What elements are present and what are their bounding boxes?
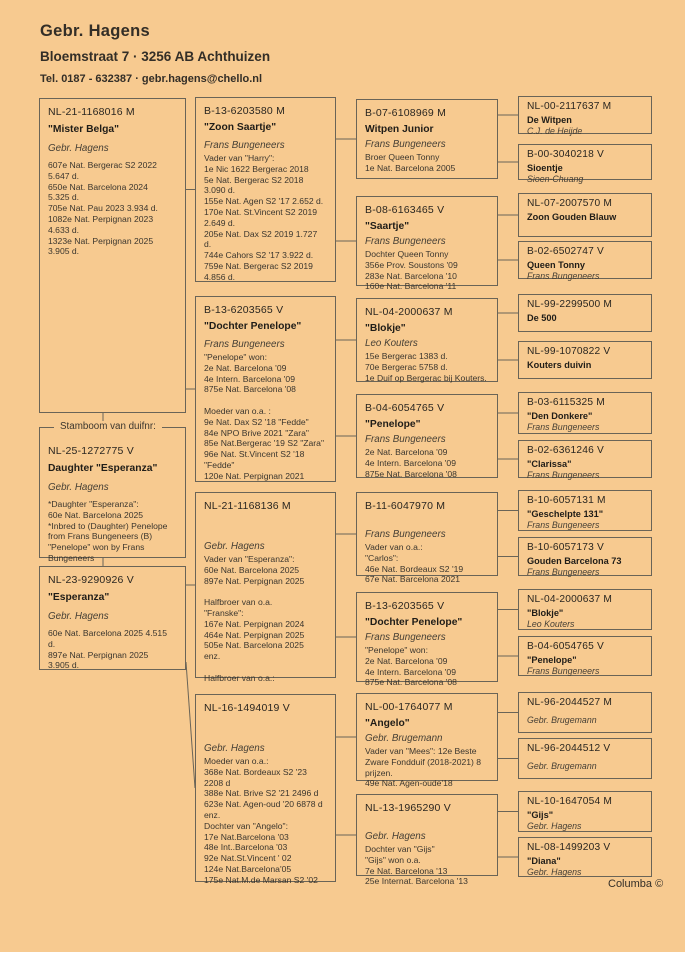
result-line: 17e Nat.Barcelona '03 xyxy=(204,831,289,842)
result-line: from Frans Bungeneers (B) xyxy=(48,531,153,542)
result-line: Halfbroer van o.a. xyxy=(204,597,273,608)
fancier-name: Gebr. Hagens xyxy=(48,611,109,622)
fancier-name: Gebr. Brugemann xyxy=(365,733,443,744)
result-line: Broer Queen Tonny xyxy=(365,152,440,162)
fancier-name: Gebr. Hagens xyxy=(527,867,582,877)
pigeon-name: "Penelope" xyxy=(365,419,421,430)
result-line: 4.856 d. xyxy=(204,271,236,282)
result-line: 25e Internat. Barcelona '13 xyxy=(365,876,468,887)
pedigree-box-mgf xyxy=(195,492,336,683)
result-line: Zware Fondduif (2018-2021) 8 xyxy=(365,756,482,767)
ring-number: B-08-6163465 V xyxy=(365,204,445,216)
result-line: "Penelope" won by Frans xyxy=(48,542,145,553)
pigeon-name: "Angelo" xyxy=(365,718,410,729)
ring-number: NL-10-1647054 M xyxy=(527,796,613,807)
result-line: enz. xyxy=(204,809,221,820)
result-line: Bungeneers xyxy=(48,552,95,563)
result-line: 875e Nat. Barcelona '08 xyxy=(365,468,457,479)
ring-number: NL-16-1494019 V xyxy=(204,702,290,714)
result-line: 96e Nat. St.Vincent S2 '18 xyxy=(204,449,305,460)
result-line: prijzen. xyxy=(365,767,393,778)
ring-number: B-00-3040218 V xyxy=(527,149,604,160)
pedigree-box-ggf1 xyxy=(356,99,498,179)
result-line: 283e Nat. Barcelona '10 xyxy=(365,270,457,281)
pedigree-box-g5 xyxy=(518,294,652,332)
pigeon-name: Daughter "Esperanza" xyxy=(48,463,158,474)
pigeon-name: Zoon Gouden Blauw xyxy=(527,212,617,222)
result-line: "Penelope" won: xyxy=(204,352,267,362)
result-line: "Penelope" won: xyxy=(365,645,428,655)
ring-number: NL-04-2000637 M xyxy=(365,306,453,318)
ring-number: NL-99-2299500 M xyxy=(527,299,613,310)
pigeon-name: "Blokje" xyxy=(527,608,564,618)
result-line: "Carlos": xyxy=(365,552,399,563)
result-line: 120e Nat. Perpignan 2021 xyxy=(204,470,305,481)
pigeon-name: "Blokje" xyxy=(365,323,406,334)
fancier-name: Sioen-Chuang xyxy=(527,174,584,184)
result-line: *Daughter "Esperanza": xyxy=(48,499,139,509)
result-line: 67e Nat. Barcelona 2021 xyxy=(365,574,461,585)
result-line: 1e Nat. Barcelona 2005 xyxy=(365,162,456,173)
pedigree-box-pgm xyxy=(195,296,336,482)
pedigree-box-ggf3 xyxy=(356,492,498,585)
result-line: 2208 d xyxy=(204,777,231,788)
ring-number: B-07-6108969 M xyxy=(365,107,447,119)
result-line: 388e Nat. Brive S2 '21 2496 d xyxy=(204,788,319,799)
pigeon-name: De 500 xyxy=(527,313,557,323)
result-line: 70e Bergerac 5758 d. xyxy=(365,361,448,372)
result-line: Vader van o.a.: xyxy=(365,542,423,552)
result-line: Vader van "Harry": xyxy=(204,153,275,163)
result-line: 2e Nat. Barcelona '09 xyxy=(204,362,287,373)
fancier-name: Frans Bungeneers xyxy=(365,632,446,643)
pedigree-box-ggm3 xyxy=(356,592,498,688)
result-line: 464e Nat. Perpignan 2025 xyxy=(204,629,305,640)
result-line: Moeder van o.a. : xyxy=(204,405,271,416)
name-spacer xyxy=(365,819,491,831)
ring-number: NL-08-1499203 V xyxy=(527,842,611,853)
result-line: 2e Nat. Barcelona '09 xyxy=(365,655,448,666)
pigeon-name: "Zoon Saartje" xyxy=(204,122,277,133)
loft-name: Gebr. Hagens xyxy=(40,22,150,40)
fancier-name: Frans Bungeneers xyxy=(527,271,600,281)
pedigree-box-g2 xyxy=(518,144,652,184)
result-line: 160e Nat. Barcelona '11 xyxy=(365,281,457,292)
ring-number: NL-21-1168136 M xyxy=(204,500,291,512)
result-line: 49e Nat. Agen-oude'18 xyxy=(365,778,453,789)
fancier-name: Frans Bungeneers xyxy=(527,567,600,577)
result-line: 897e Nat. Perpignan 2025 xyxy=(204,575,305,586)
result-line: 170e Nat. St.Vincent S2 2019 xyxy=(204,206,318,217)
result-line xyxy=(204,662,329,673)
result-line: 167e Nat. Perpignan 2024 xyxy=(204,618,305,629)
result-line: 705e Nat. Pau 2023 3.934 d. xyxy=(48,203,158,214)
result-line: 2.649 d. xyxy=(204,217,236,228)
pigeon-name: "Geschelpte 131" xyxy=(527,509,604,519)
result-line: 759e Nat. Bergerac S2 2019 xyxy=(204,260,313,271)
fancier-name: Frans Bungeneers xyxy=(527,666,600,676)
result-line: 5.325 d. xyxy=(48,192,80,203)
pigeon-name: Kouters duivin xyxy=(527,360,592,370)
fancier-name: Frans Bungeneers xyxy=(527,520,600,530)
pedigree-box-g12 xyxy=(518,636,652,676)
fancier-name: C.J. de Heijde xyxy=(527,126,583,136)
result-line: 3.905 d. xyxy=(48,660,80,671)
pedigree-box-g16 xyxy=(518,837,652,877)
result-line: 155e Nat. Agen S2 '17 2.652 d. xyxy=(204,196,324,207)
result-line: 85e Nat.Bergerac '19 S2 "Zara" xyxy=(204,438,325,449)
ring-number: NL-04-2000637 M xyxy=(527,594,613,605)
result-line: 84e NPO Brive 2021 "Zara" xyxy=(204,427,309,438)
ring-number: NL-00-1764077 M xyxy=(365,701,453,713)
result-line: 175e Nat.M.de Marsan S2 '02 xyxy=(204,874,318,885)
fancier-name: Frans Bungeneers xyxy=(365,139,446,150)
ring-number: B-13-6203565 V xyxy=(365,600,445,612)
pigeon-name: Gouden Barcelona 73 xyxy=(527,556,622,566)
result-line: 124e Nat.Barcelona'05 xyxy=(204,863,292,874)
result-line: 1e Nic 1622 Bergerac 2018 xyxy=(204,163,309,174)
result-line: 4e Intern. Barcelona '09 xyxy=(365,457,456,468)
pedigree-box-ggm2 xyxy=(356,394,498,478)
result-line: "Fedde" xyxy=(204,459,235,470)
ring-number: NL-07-2007570 M xyxy=(527,198,613,209)
ring-number: B-10-6057173 V xyxy=(527,542,604,553)
pedigree-box-g4 xyxy=(518,241,652,279)
result-line: 60e Nat. Barcelona 2025 xyxy=(48,509,144,520)
name-spacer xyxy=(204,517,329,541)
result-line: 7e Nat. Barcelona '13 xyxy=(365,865,448,876)
pedigree-box-g14 xyxy=(518,738,652,779)
fancier-name: Frans Bungeneers xyxy=(527,470,600,480)
ring-number: NL-13-1965290 V xyxy=(365,802,451,814)
pigeon-name: "Gijs" xyxy=(527,810,554,820)
fancier-name: Leo Kouters xyxy=(365,338,418,349)
loft-contact: Tel. 0187 - 632387 · gebr.hagens@chello.nl xyxy=(40,73,263,85)
result-line: 3.905 d. xyxy=(48,246,80,257)
ring-number: B-10-6057131 M xyxy=(527,495,606,506)
result-line: 205e Nat. Dax S2 2019 1.727 xyxy=(204,228,318,239)
result-line: 607e Nat. Bergerac S2 2022 xyxy=(48,160,157,170)
result-line: 4.633 d. xyxy=(48,224,80,235)
result-line: Dochter van "Gijs" xyxy=(365,844,435,854)
pigeon-name: De Witpen xyxy=(527,115,572,125)
result-line: d. xyxy=(204,239,212,250)
fancier-name: Gebr. Hagens xyxy=(204,541,265,552)
pigeon-name: "Esperanza" xyxy=(48,592,110,603)
result-line: 60e Nat. Barcelona 2025 xyxy=(204,564,300,575)
pedigree-box-pgf xyxy=(195,97,336,282)
result-line: 3.090 d. xyxy=(204,185,236,196)
pedigree-box-mother xyxy=(39,566,186,670)
pedigree-box-father xyxy=(39,98,186,413)
pigeon-name: "Diana" xyxy=(527,856,561,866)
ring-number: B-04-6054765 V xyxy=(365,402,445,414)
result-line xyxy=(204,395,329,406)
ring-number: NL-96-2044527 M xyxy=(527,697,613,708)
fancier-name: Gebr. Hagens xyxy=(527,821,582,831)
pigeon-name: Queen Tonny xyxy=(527,260,586,270)
pigeon-name: Sioentje xyxy=(527,163,563,173)
result-line: Vader van "Esperanza": xyxy=(204,554,295,564)
pedigree-box-g13 xyxy=(518,692,652,733)
pedigree-box-g8 xyxy=(518,440,652,478)
fancier-name: Gebr. Brugemann xyxy=(527,715,597,725)
result-line: 650e Nat. Barcelona 2024 xyxy=(48,181,148,192)
pedigree-box-g9 xyxy=(518,490,652,531)
fancier-name: Frans Bungeneers xyxy=(365,529,446,540)
columba-watermark: Columba © xyxy=(608,878,664,890)
name-spacer xyxy=(204,719,329,743)
result-line: *Inbred to (Daughter) Penelope xyxy=(48,520,168,531)
fancier-name: Gebr. Hagens xyxy=(365,831,426,842)
ring-number: NL-23-9290926 V xyxy=(48,574,134,586)
pedigree-box-g6 xyxy=(518,341,652,379)
pigeon-name: "Clarissa" xyxy=(527,459,572,469)
ring-number: NL-21-1168016 M xyxy=(48,106,135,118)
result-line: 368e Nat. Bordeaux S2 '23 xyxy=(204,766,307,777)
result-line: 897e Nat. Perpignan 2025 xyxy=(48,649,149,660)
ring-number: NL-00-2117637 M xyxy=(527,101,612,112)
result-line: 875e Nat. Barcelona '08 xyxy=(204,384,296,395)
result-line: 2e Nat. Barcelona '09 xyxy=(365,447,448,457)
ring-number: B-11-6047970 M xyxy=(365,500,446,512)
result-line: 15e Bergerac 1383 d. xyxy=(365,351,448,361)
result-line: 60e Nat. Barcelona 2025 4.515 xyxy=(48,628,167,638)
result-line: 1323e Nat. Perpignan 2025 xyxy=(48,235,154,246)
pedigree-box-g15 xyxy=(518,791,652,832)
pedigree-box-g7 xyxy=(518,392,652,434)
pedigree-box-ggf2 xyxy=(356,298,498,382)
result-line: Vader van "Mees": 12e Beste xyxy=(365,746,477,756)
scan-edge xyxy=(0,952,685,968)
pigeon-name: "Dochter Penelope" xyxy=(204,321,302,332)
ring-number: NL-25-1272775 V xyxy=(48,445,134,457)
ring-number: NL-96-2044512 V xyxy=(527,743,611,754)
pigeon-name: Witpen Junior xyxy=(365,124,434,135)
fancier-name: Gebr. Brugemann xyxy=(527,761,597,771)
fancier-name: Gebr. Hagens xyxy=(204,743,265,754)
pedigree-box-ggf4 xyxy=(356,693,498,789)
fancier-name: Frans Bungeneers xyxy=(527,422,600,432)
ring-number: B-13-6203565 V xyxy=(204,304,284,316)
ring-number: B-04-6054765 V xyxy=(527,641,604,652)
result-line: 4e Intern. Barcelona '09 xyxy=(365,666,456,677)
result-line: 356e Prov. Soustons '09 xyxy=(365,259,458,270)
ring-number: NL-99-1070822 V xyxy=(527,346,611,357)
result-line: Dochter Queen Tonny xyxy=(365,249,449,259)
result-line: "Gijs" won o.a. xyxy=(365,854,421,865)
pigeon-name: "Saartje" xyxy=(365,221,410,232)
pigeon-name: "Dochter Penelope" xyxy=(365,617,463,628)
name-spacer xyxy=(365,517,491,529)
pedigree-box-ggm4 xyxy=(356,794,498,887)
fancier-name: Frans Bungeneers xyxy=(365,434,446,445)
fancier-name: Frans Bungeneers xyxy=(204,140,285,151)
ring-number: B-03-6115325 M xyxy=(527,397,605,408)
result-line: 744e Cahors S2 '17 3.922 d. xyxy=(204,250,314,261)
result-line: "Franske": xyxy=(204,607,244,618)
fancier-name: Gebr. Hagens xyxy=(48,143,109,154)
result-line: 1e Duif op Bergerac bij Kouters. xyxy=(365,372,487,383)
pedigree-box-g1 xyxy=(518,96,652,134)
result-line: 623e Nat. Agen-oud '20 6878 d xyxy=(204,799,323,810)
result-line: 46e Nat. Bordeaux S2 '19 xyxy=(365,563,464,574)
result-line: 5e Nat. Bergerac S2 2018 xyxy=(204,174,304,185)
ring-number: B-02-6361246 V xyxy=(527,445,604,456)
loft-address: Bloemstraat 7 · 3256 AB Achthuizen xyxy=(40,49,271,64)
fancier-name: Gebr. Hagens xyxy=(48,482,109,493)
result-line: 48e Int..Barcelona '03 xyxy=(204,842,288,853)
subject-legend: Stamboom van duifnr: xyxy=(54,421,162,432)
ring-number: B-02-6502747 V xyxy=(527,246,604,257)
pigeon-name: "Mister Belga" xyxy=(48,124,119,135)
result-line: 5.647 d. xyxy=(48,170,80,181)
result-line: d. xyxy=(48,638,56,649)
result-line: 505e Nat. Barcelona 2025 xyxy=(204,640,304,651)
pedigree-box-g11 xyxy=(518,589,652,630)
result-line: 1082e Nat. Perpignan 2023 xyxy=(48,213,154,224)
result-line: Halfbroer van o.a.: xyxy=(204,672,275,683)
result-line: 4e Intern. Barcelona '09 xyxy=(204,373,295,384)
pigeon-name: "Penelope" xyxy=(527,655,577,665)
result-line: Dochter van "Angelo": xyxy=(204,820,288,831)
pedigree-box-ggm1 xyxy=(356,196,498,292)
fancier-name: Frans Bungeneers xyxy=(365,236,446,247)
pedigree-box-subject xyxy=(39,421,186,563)
pedigree-box-mgm xyxy=(195,694,336,885)
result-line: 9e Nat. Dax S2 '18 "Fedde" xyxy=(204,416,309,427)
pigeon-name: "Den Donkere" xyxy=(527,411,593,421)
ring-number: B-13-6203580 M xyxy=(204,105,286,117)
result-line xyxy=(204,586,329,597)
result-line: 875e Nat. Barcelona '08 xyxy=(365,677,457,688)
result-line: 92e Nat.St.Vincent ' 02 xyxy=(204,853,292,864)
result-line: enz. xyxy=(204,651,221,662)
pedigree-box-g3 xyxy=(518,193,652,237)
fancier-name: Leo Kouters xyxy=(527,619,575,629)
pedigree-box-g10 xyxy=(518,537,652,576)
fancier-name: Frans Bungeneers xyxy=(204,339,285,350)
result-line: Moeder van o.a.: xyxy=(204,756,269,766)
